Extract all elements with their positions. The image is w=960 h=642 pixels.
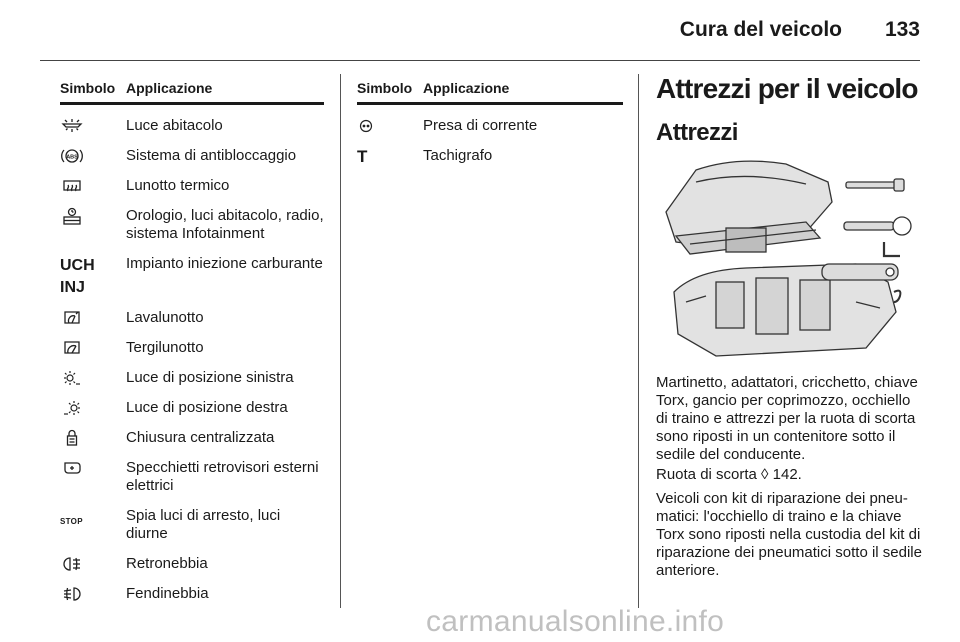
table-row xyxy=(60,585,324,603)
table-row xyxy=(60,369,324,387)
power-mirror-icon xyxy=(60,459,126,495)
table-cell: Luce di posizione sinistra xyxy=(126,369,294,386)
symbol-cell xyxy=(60,507,126,543)
header-application: Applicazione xyxy=(126,80,213,96)
table-row xyxy=(60,429,324,447)
table-cell: Impianto iniezione carburante xyxy=(126,255,323,272)
rear-wiper-icon xyxy=(60,339,126,357)
table-cell: Specchietti retrovisori esterni elettrici xyxy=(126,459,319,494)
symbol-text: UCH xyxy=(60,257,95,274)
tachograph-symbol: T xyxy=(357,147,368,166)
table-row xyxy=(60,147,324,165)
table-cell: Orologio, luci abitacolo, radio, sistema Infotainment xyxy=(126,207,324,242)
table-cell: Presa di corrente xyxy=(423,117,538,134)
front-fog-light-icon xyxy=(60,585,126,603)
header-symbol: Simbolo xyxy=(60,80,116,96)
symbol-cell xyxy=(60,255,126,299)
clock-radio-icon xyxy=(60,207,126,243)
rear-washer-icon xyxy=(60,309,126,327)
paragraph-tools: Martinetto, adattatori, cricchetto, chiave Torx, gancio per coprimozzo, occhiello di traino e attrezzi per la ruota di scorta sono riposti in un contenitore sotto il sedile del conducente. xyxy=(656,374,918,463)
table-cell: Luce di posizione destra xyxy=(126,399,288,416)
table-cell: Chiusura centralizzata xyxy=(126,429,275,446)
svg-text:ABS: ABS xyxy=(66,154,78,161)
heated-rear-window-icon xyxy=(60,177,126,195)
header-symbol: Simbolo xyxy=(357,80,413,96)
symbol-table-right xyxy=(357,80,623,166)
table-cell: Tachigrafo xyxy=(423,147,493,164)
left-parking-light-icon xyxy=(60,369,126,387)
interior-light-icon xyxy=(60,117,126,135)
column-divider xyxy=(638,74,639,608)
table-row xyxy=(60,117,324,135)
section-header xyxy=(656,72,924,148)
column-divider xyxy=(340,74,341,608)
right-parking-light-icon xyxy=(60,399,126,417)
power-outlet-icon xyxy=(357,117,423,135)
abs-icon xyxy=(60,147,126,165)
tools-illustration xyxy=(656,152,922,360)
watermark: carmanualsonline.info xyxy=(426,605,725,638)
table-header xyxy=(357,80,623,105)
table-row xyxy=(357,147,623,166)
symbol-cell xyxy=(357,147,423,166)
table-row xyxy=(60,507,324,543)
central-locking-icon xyxy=(60,429,126,447)
rear-fog-light-icon xyxy=(60,555,126,573)
table-row xyxy=(60,459,324,495)
table-cell: Fendinebbia xyxy=(126,585,209,602)
table-cell: Sistema di antibloccaggio xyxy=(126,147,297,164)
table-row xyxy=(60,255,324,299)
header-rule xyxy=(40,60,920,61)
table-cell: Lavalunotto xyxy=(126,309,204,326)
stop-symbol: STOP xyxy=(60,517,83,526)
table-cell: Spia luci di arresto, luci diurne xyxy=(126,507,281,542)
header-application: Applicazione xyxy=(423,80,510,96)
symbol-text: INJ xyxy=(60,279,85,296)
paragraph-repair-kit: Veicoli con kit di riparazione dei pneumatici: l'occhiello di traino e la chiave Torx sono riposti nella custodia del kit di riparazione dei pneumatici sotto il sedile anteriore. xyxy=(656,490,922,579)
page-number: 133 xyxy=(884,18,920,41)
symbol-table-left xyxy=(60,80,324,603)
section-subheading: Attrezzi xyxy=(656,119,738,146)
table-cell: Tergilunotto xyxy=(126,339,204,356)
table-row xyxy=(60,339,324,357)
section-heading: Attrezzi per il veicolo xyxy=(656,73,918,104)
table-row xyxy=(60,555,324,573)
table-row xyxy=(60,399,324,417)
table-row xyxy=(60,207,324,243)
table-row xyxy=(357,117,623,135)
table-header xyxy=(60,80,324,105)
paragraph-spare-wheel: Ruota di scorta ◊ 142. xyxy=(656,466,802,483)
table-row xyxy=(60,309,324,327)
table-cell: Luce abitacolo xyxy=(126,117,223,134)
table-cell: Retronebbia xyxy=(126,555,208,572)
header-title: Cura del veicolo xyxy=(679,18,842,41)
table-row xyxy=(60,177,324,195)
table-cell: Lunotto termico xyxy=(126,177,230,194)
